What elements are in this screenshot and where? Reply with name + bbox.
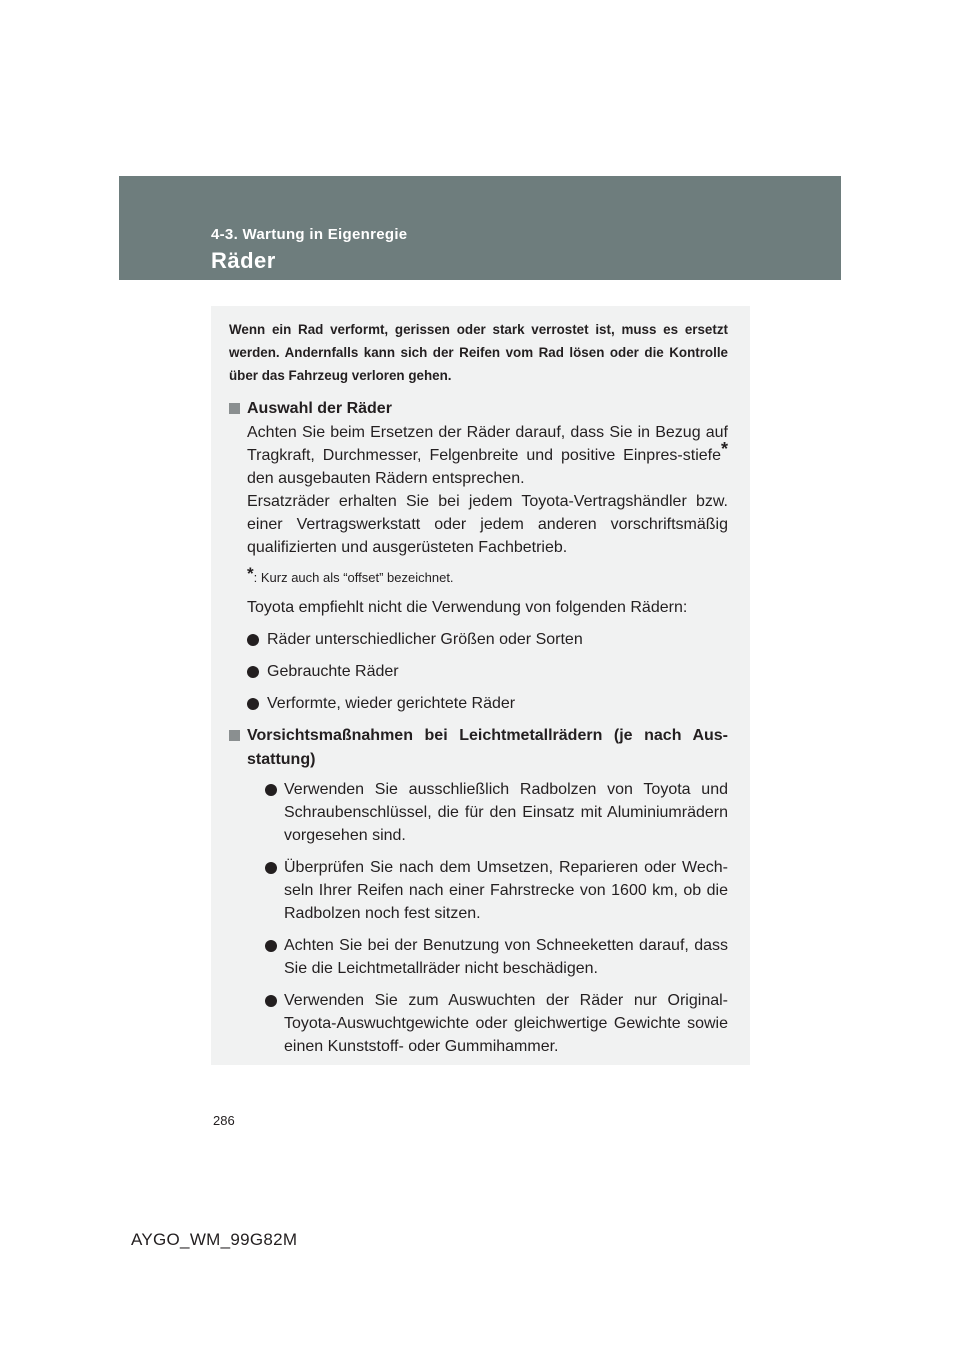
bullet-dot-icon	[265, 995, 277, 1007]
bullet-dot-icon	[265, 784, 277, 796]
warning-intro: Wenn ein Rad verformt, gerissen oder stark verrostet ist, muss es ersetzt werden. Andernfalls kann sich der Reifen vom Rad lösen oder die Kontrolle über das Fahrzeug verloren gehen.	[229, 322, 728, 383]
bullet-dot-icon	[265, 940, 277, 952]
footnote-text: : Kurz auch als “offset” bezeichnet.	[253, 570, 454, 585]
page-title: Räder	[211, 248, 276, 273]
list-item-text: Verformte, wieder gerichtete Räder	[267, 695, 516, 712]
bullet-dot-icon	[247, 698, 259, 710]
wheel-selection-paragraph	[229, 421, 728, 490]
square-bullet-icon	[229, 403, 240, 414]
list-item	[247, 692, 728, 715]
bullet-dot-icon	[265, 862, 277, 874]
list-item-text: Überprüfen Sie nach dem Umsetzen, Reparieren oder Wech-seln Ihrer Reifen nach einer Fahrstrecke von 1600 km, ob die Radbolzen noch fest sitzen.	[284, 859, 728, 922]
list-item-text: Achten Sie bei der Benutzung von Schneeketten darauf, dass Sie die Leichtmetallräder nicht beschädigen.	[284, 937, 728, 977]
list-item	[247, 660, 728, 683]
square-bullet-icon	[229, 730, 240, 741]
list-item-text: Verwenden Sie ausschließlich Radbolzen von Toyota und Schraubenschlüssel, die für den Einsatz mit Aluminiumrädern vorgesehen sind.	[284, 781, 728, 844]
replacement-wheels-paragraph: Ersatzräder erhalten Sie bei jedem Toyota-Vertragshändler bzw. einer Vertragswerkstatt oder jedem anderen vorschriftsmäßig qualifizierten und ausgerüsteten Fachbetrieb.	[247, 493, 728, 556]
section-heading-alloy-wheels	[229, 724, 728, 772]
list-item	[265, 778, 728, 847]
section-heading-wheel-selection	[229, 397, 728, 421]
document-code: AYGO_WM_99G82M	[131, 1230, 298, 1249]
section-header-band	[119, 176, 841, 280]
list-item	[265, 934, 728, 980]
list-item-text: Gebrauchte Räder	[267, 663, 399, 680]
heading-text: Vorsichtsmaßnahmen bei Leichtmetallrädern (je nach Aus-stattung)	[247, 727, 728, 768]
list-item-text: Verwenden Sie zum Auswuchten der Räder nur Original-Toyota-Auswuchtgewichte oder gleichwertige Gewichte sowie einen Kunststoff- oder Gummihammer.	[284, 992, 728, 1055]
bullet-dot-icon	[247, 666, 259, 678]
heading-text: Auswahl der Räder	[247, 400, 392, 417]
section-label: 4-3. Wartung in Eigenregie	[211, 226, 408, 243]
list-item	[265, 856, 728, 925]
paragraph-text: den ausgebauten Rädern entsprechen.	[247, 470, 525, 487]
asterisk-marker: *	[247, 564, 254, 583]
footnote	[247, 564, 728, 588]
list-item-text: Räder unterschiedlicher Größen oder Sorten	[267, 631, 583, 648]
page-number: 286	[213, 1113, 235, 1128]
warning-box	[211, 306, 750, 1065]
list-item	[247, 628, 728, 651]
asterisk-marker: *	[720, 439, 728, 459]
list-item	[265, 989, 728, 1058]
recommendation-text: Toyota empfiehlt nicht die Verwendung von folgenden Rädern:	[247, 599, 688, 616]
paragraph-text: Achten Sie beim Ersetzen der Räder darauf, dass Sie in Bezug auf Tragkraft, Durchmesser, Felgenbreite und positive Einpres-stiefe	[247, 424, 728, 464]
bullet-dot-icon	[247, 634, 259, 646]
